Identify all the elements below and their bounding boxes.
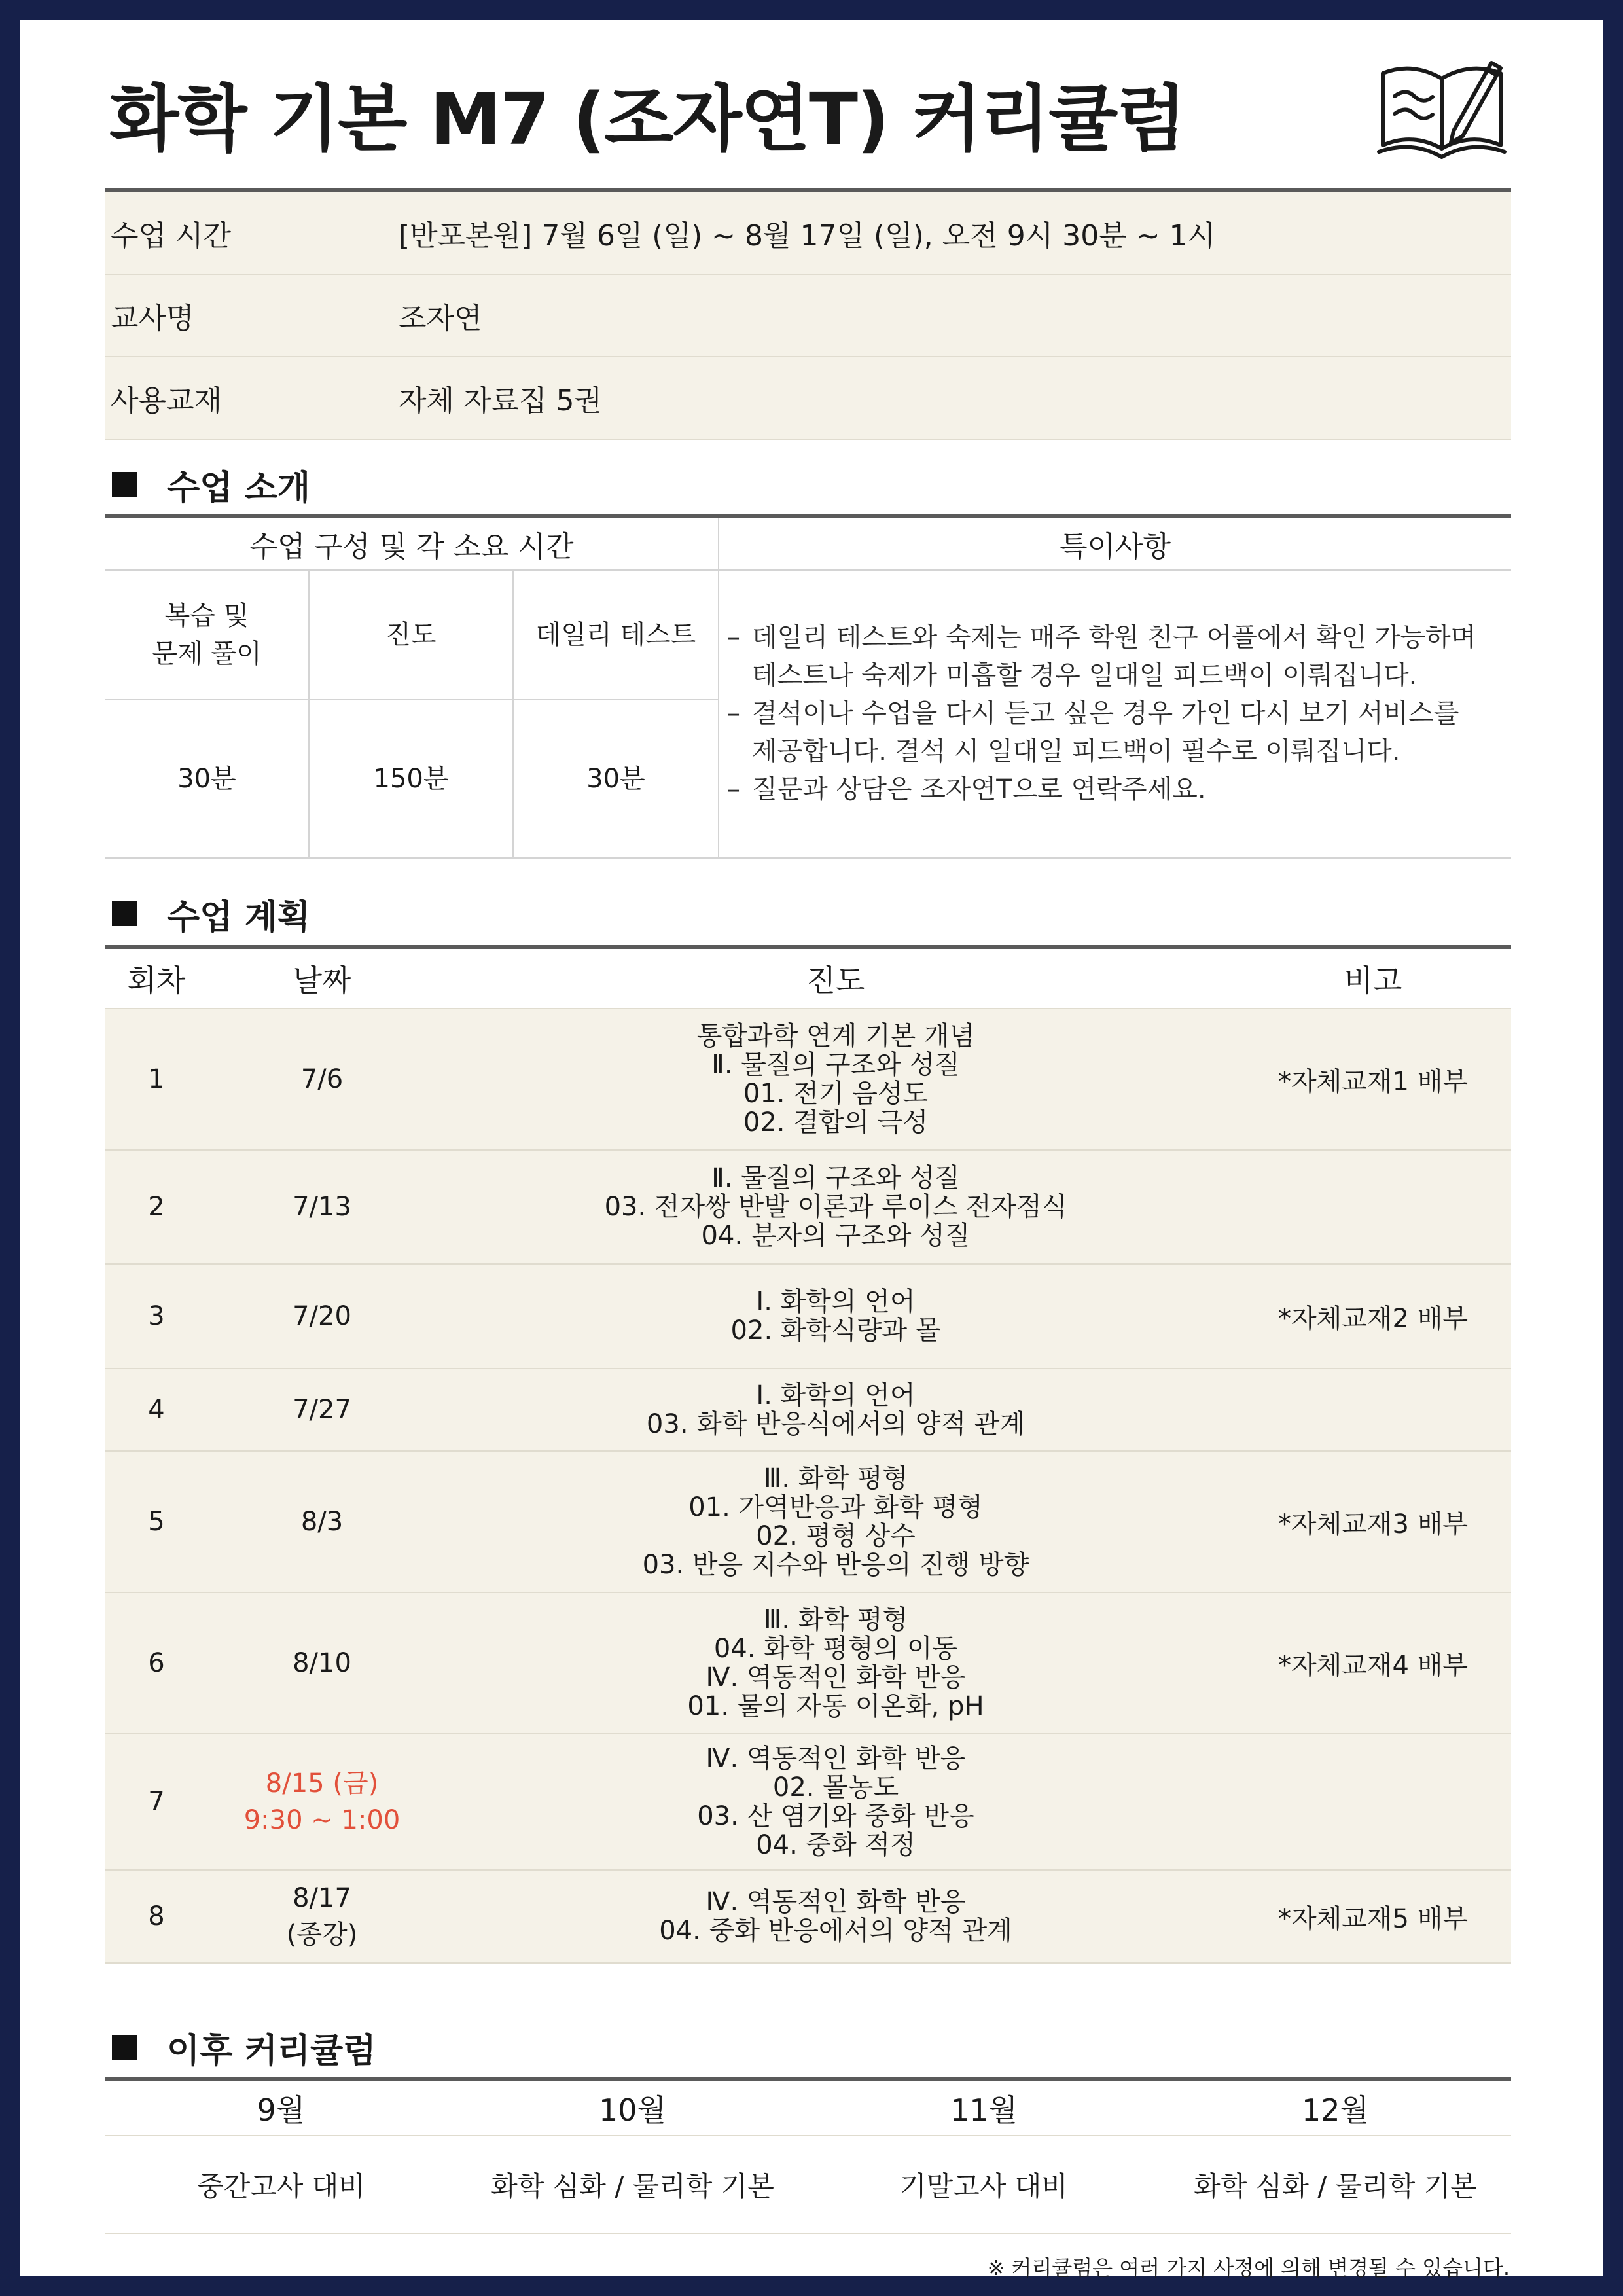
section-heading-plan [105, 893, 1511, 935]
header-no: 회차 [127, 963, 186, 998]
row-no: 5 [148, 1507, 165, 1537]
row-progress: Ⅳ. 역동적인 화학 반응 04. 중화 반응에서의 양적 관계 [659, 1887, 1012, 1946]
intro-left-header: 수업 구성 및 각 소요 시간 [105, 518, 718, 571]
row-no: 6 [148, 1648, 165, 1678]
table-row [105, 1452, 1511, 1593]
row-no: 7 [148, 1787, 165, 1817]
info-row-teacher [105, 275, 1511, 357]
component-time: 30분 [586, 764, 645, 794]
intro-right-header: 특이사항 [719, 518, 1511, 571]
after-plans-row [105, 2136, 1511, 2234]
table-row [105, 1369, 1511, 1452]
note-item: – 데일리 테스트와 숙제는 매주 학원 친구 어플에서 확인 가능하며 테스트나 숙제가 미흡할 경우 일대일 피드백이 이뤄집니다. [727, 619, 1511, 694]
month-label: 11월 [950, 2092, 1018, 2128]
note-text: 질문과 상담은 조자연T으로 연락주세요. [752, 774, 1206, 804]
note-text: 결석이나 수업을 다시 듣고 싶은 경우 가인 다시 보기 서비스를 제공합니다. 결석 시 일대일 피드백이 필수로 이뤄집니다. [752, 698, 1459, 766]
intro-notes [719, 518, 1511, 857]
row-progress: Ⅰ. 화학의 언어 02. 화학식량과 몰 [730, 1287, 941, 1346]
row-date: 8/3 [300, 1507, 344, 1537]
notes-list [719, 571, 1511, 856]
info-value: [반포본원] 7월 6일 (일) ~ 8월 17일 (일), 오전 9시 30분 ~ 1시 [399, 219, 1216, 253]
table-row [105, 1593, 1511, 1734]
month-label: 9월 [257, 2092, 306, 2128]
section-title: 이후 커리큘럼 [167, 2031, 376, 2071]
section-heading-after [105, 2026, 1511, 2071]
page [20, 20, 1603, 2280]
header-progress: 진도 [806, 963, 865, 998]
month-label: 10월 [599, 2092, 666, 2128]
component-name: 복습 및 문제 풀이 [105, 571, 310, 700]
intro-components [105, 518, 719, 857]
plan-table-header [105, 949, 1511, 1009]
table-row [105, 1009, 1511, 1151]
row-progress: Ⅳ. 역동적인 화학 반응 02. 몰농도 03. 산 염기와 중화 반응 04. 중화 적정 [697, 1744, 974, 1860]
row-note: *자체교재2 배부 [1277, 1303, 1468, 1334]
info-label: 사용교재 [111, 384, 223, 418]
component-grid [105, 571, 718, 857]
month-label: 12월 [1302, 2092, 1369, 2128]
info-label: 교사명 [111, 302, 194, 335]
info-value: 자체 자료집 5권 [399, 384, 602, 418]
section-title: 수업 소개 [167, 468, 311, 508]
month-plan: 기말고사 대비 [900, 2170, 1068, 2202]
row-note: *자체교재5 배부 [1277, 1903, 1468, 1934]
row-note: *자체교재3 배부 [1277, 1509, 1468, 1539]
row-note: *자체교재4 배부 [1277, 1650, 1468, 1681]
header-date: 날짜 [293, 963, 351, 998]
note-item: – 결석이나 수업을 다시 듣고 싶은 경우 가인 다시 보기 서비스를 제공합니다. 결석 시 일대일 피드백이 필수로 이뤄집니다. [727, 694, 1511, 770]
header-note: 비고 [1344, 963, 1402, 998]
row-progress: Ⅲ. 화학 평형 04. 화학 평형의 이동 Ⅳ. 역동적인 화학 반응 01. 물의 자동 이온화, pH [687, 1605, 984, 1721]
table-row [105, 1871, 1511, 1964]
square-bullet-icon [112, 901, 137, 926]
month-plan: 화학 심화 / 물리학 기본 [1194, 2170, 1477, 2202]
row-date: 8/17 (종강) [286, 1883, 358, 1950]
note-text: 데일리 테스트와 숙제는 매주 학원 친구 어플에서 확인 가능하며 테스트나 숙제가 미흡할 경우 일대일 피드백이 이뤄집니다. [752, 622, 1476, 691]
row-no: 4 [148, 1395, 165, 1425]
component-name: 데일리 테스트 [514, 571, 718, 700]
open-book-pen-icon [1376, 47, 1507, 165]
row-date: 7/20 [293, 1301, 351, 1331]
row-date: 8/10 [293, 1648, 351, 1678]
row-progress: 통합과학 연계 기본 개념 Ⅱ. 물질의 구조와 성질 01. 전기 음성도 02. 결합의 극성 [696, 1021, 975, 1138]
row-date: 7/27 [293, 1395, 351, 1425]
table-row [105, 1265, 1511, 1369]
row-no: 2 [148, 1192, 165, 1222]
row-progress: Ⅲ. 화학 평형 01. 가역반응과 화학 평형 02. 평형 상수 03. 반응 지수와 반응의 진행 방향 [642, 1463, 1029, 1580]
row-date: 7/13 [293, 1192, 351, 1222]
section-title: 수업 계획 [167, 897, 311, 937]
content [105, 20, 1511, 2282]
page-title: 화학 기본 M7 (조자연T) 커리큘럼 [109, 77, 1185, 161]
square-bullet-icon [112, 2035, 137, 2060]
info-row-time [105, 192, 1511, 275]
footnote: ※ 커리큘럼은 여러 가지 사정에 의해 변경될 수 있습니다. [987, 2255, 1510, 2280]
table-row [105, 1734, 1511, 1871]
info-row-textbook [105, 357, 1511, 440]
component-name: 진도 [310, 571, 514, 700]
row-date: 7/6 [300, 1064, 344, 1094]
row-no: 1 [148, 1064, 165, 1094]
info-value: 조자연 [399, 302, 482, 335]
title-row [105, 20, 1511, 188]
row-no: 8 [148, 1901, 165, 1931]
row-note: *자체교재1 배부 [1277, 1066, 1468, 1097]
info-label: 수업 시간 [111, 219, 232, 253]
note-item: – 질문과 상담은 조자연T으로 연락주세요. [727, 770, 1511, 808]
row-date-highlight: 8/15 (금) 9:30 ~ 1:00 [243, 1768, 401, 1835]
square-bullet-icon [112, 472, 137, 497]
row-progress: Ⅱ. 물질의 구조와 성질 03. 전자쌍 반발 이론과 루이스 전자점식 04. 분자의 구조와 성질 [604, 1163, 1067, 1251]
after-months-row [105, 2081, 1511, 2136]
row-no: 3 [148, 1301, 165, 1331]
component-time: 150분 [310, 700, 514, 857]
intro-table [105, 518, 1511, 859]
month-plan: 화학 심화 / 물리학 기본 [491, 2170, 774, 2202]
month-plan: 중간고사 대비 [197, 2170, 365, 2202]
table-row [105, 1151, 1511, 1265]
component-time: 30분 [105, 700, 310, 857]
row-progress: Ⅰ. 화학의 언어 03. 화학 반응식에서의 양적 관계 [646, 1380, 1026, 1439]
section-heading-intro [105, 463, 1511, 508]
